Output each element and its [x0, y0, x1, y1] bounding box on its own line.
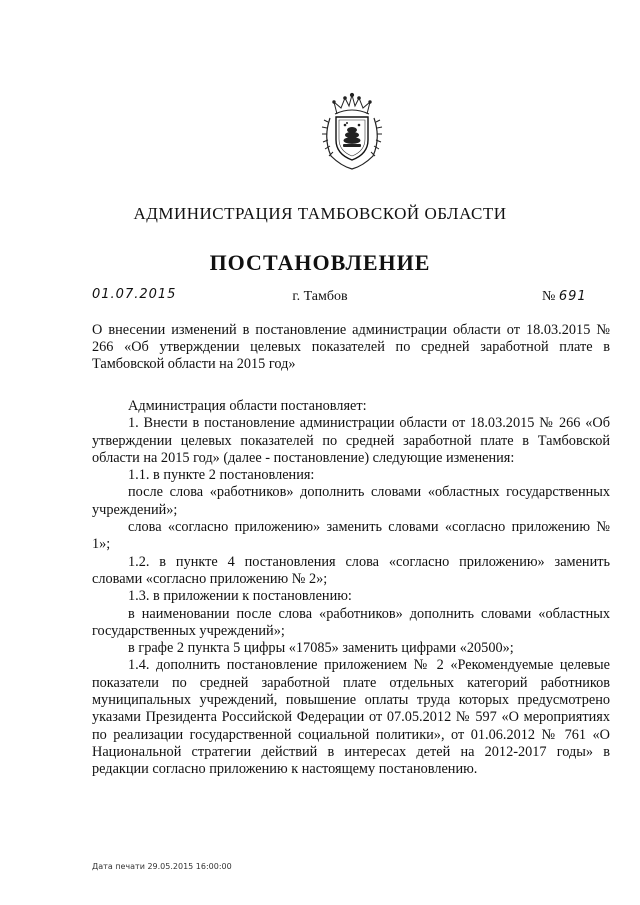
body-paragraph: 1.1. в пункте 2 постановления: — [128, 467, 315, 484]
body-paragraph: 1. Внести в постановление администрации области от 18.03.2015 № 266 «Об утверждении целевых показателей по средней заработной плате в Тамбовской области на 2015 год» (далее - постановление) следующие изменения: — [92, 415, 610, 466]
document-type-title: ПОСТАНОВЛЕНИЕ — [209, 250, 431, 275]
tambov-coat-of-arms-emblem — [321, 92, 383, 170]
city-name: г. Тамбов — [292, 289, 348, 304]
body-paragraph: Администрация области постановляет: — [128, 398, 367, 414]
body-paragraph: 1.4. дополнить постановление приложением № 2 «Рекомендуемые целевые показатели по средней заработной плате отдельных категорий работников муниципальных учреждений, повышение оплаты труда которых предусмотрено указами Президента Российской Федерации от 07.05.2012 № 597 «О мероприятиях по реализации государственной социальной политики», от 01.06.2012 № 761 «О Национальной стратегии действий в интересах детей на 2012-2017 годы» в редакции согласно приложению к настоящему постановлению. — [92, 657, 610, 778]
body-paragraph: после слова «работников» дополнить словами «областных государственных учреждений»; — [92, 484, 610, 518]
document-subject-title: О внесении изменений в постановление администрации области от 18.03.2015 № 266 «Об утверждении целевых показателей по средней заработной плате в Тамбовской области на 2015 год» — [92, 322, 610, 372]
document-body — [92, 398, 610, 779]
number-sign: № — [542, 289, 556, 304]
body-paragraph: слова «согласно приложению» заменить словами «согласно приложению № 1»; — [92, 519, 610, 553]
handwritten-number: 691 — [558, 289, 587, 304]
document-number — [542, 289, 587, 305]
organization-name: АДМИНИСТРАЦИЯ ТАМБОВСКОЙ ОБЛАСТИ — [133, 204, 507, 223]
body-paragraph: в графе 2 пункта 5 цифры «17085» заменить цифрами «20500»; — [128, 640, 514, 657]
print-date-footer: Дата печати 29.05.2015 16:00:00 — [92, 862, 232, 871]
body-paragraph: в наименовании после слова «работников» дополнить словами «областных государственных учреждений»; — [92, 605, 610, 639]
handwritten-date: 01.07.2015 — [92, 287, 177, 302]
body-paragraph: 1.3. в приложении к постановлению: — [128, 588, 352, 605]
body-paragraph: 1.2. в пункте 4 постановления слова «согласно приложению» заменить словами «согласно приложению № 2»; — [92, 553, 610, 587]
